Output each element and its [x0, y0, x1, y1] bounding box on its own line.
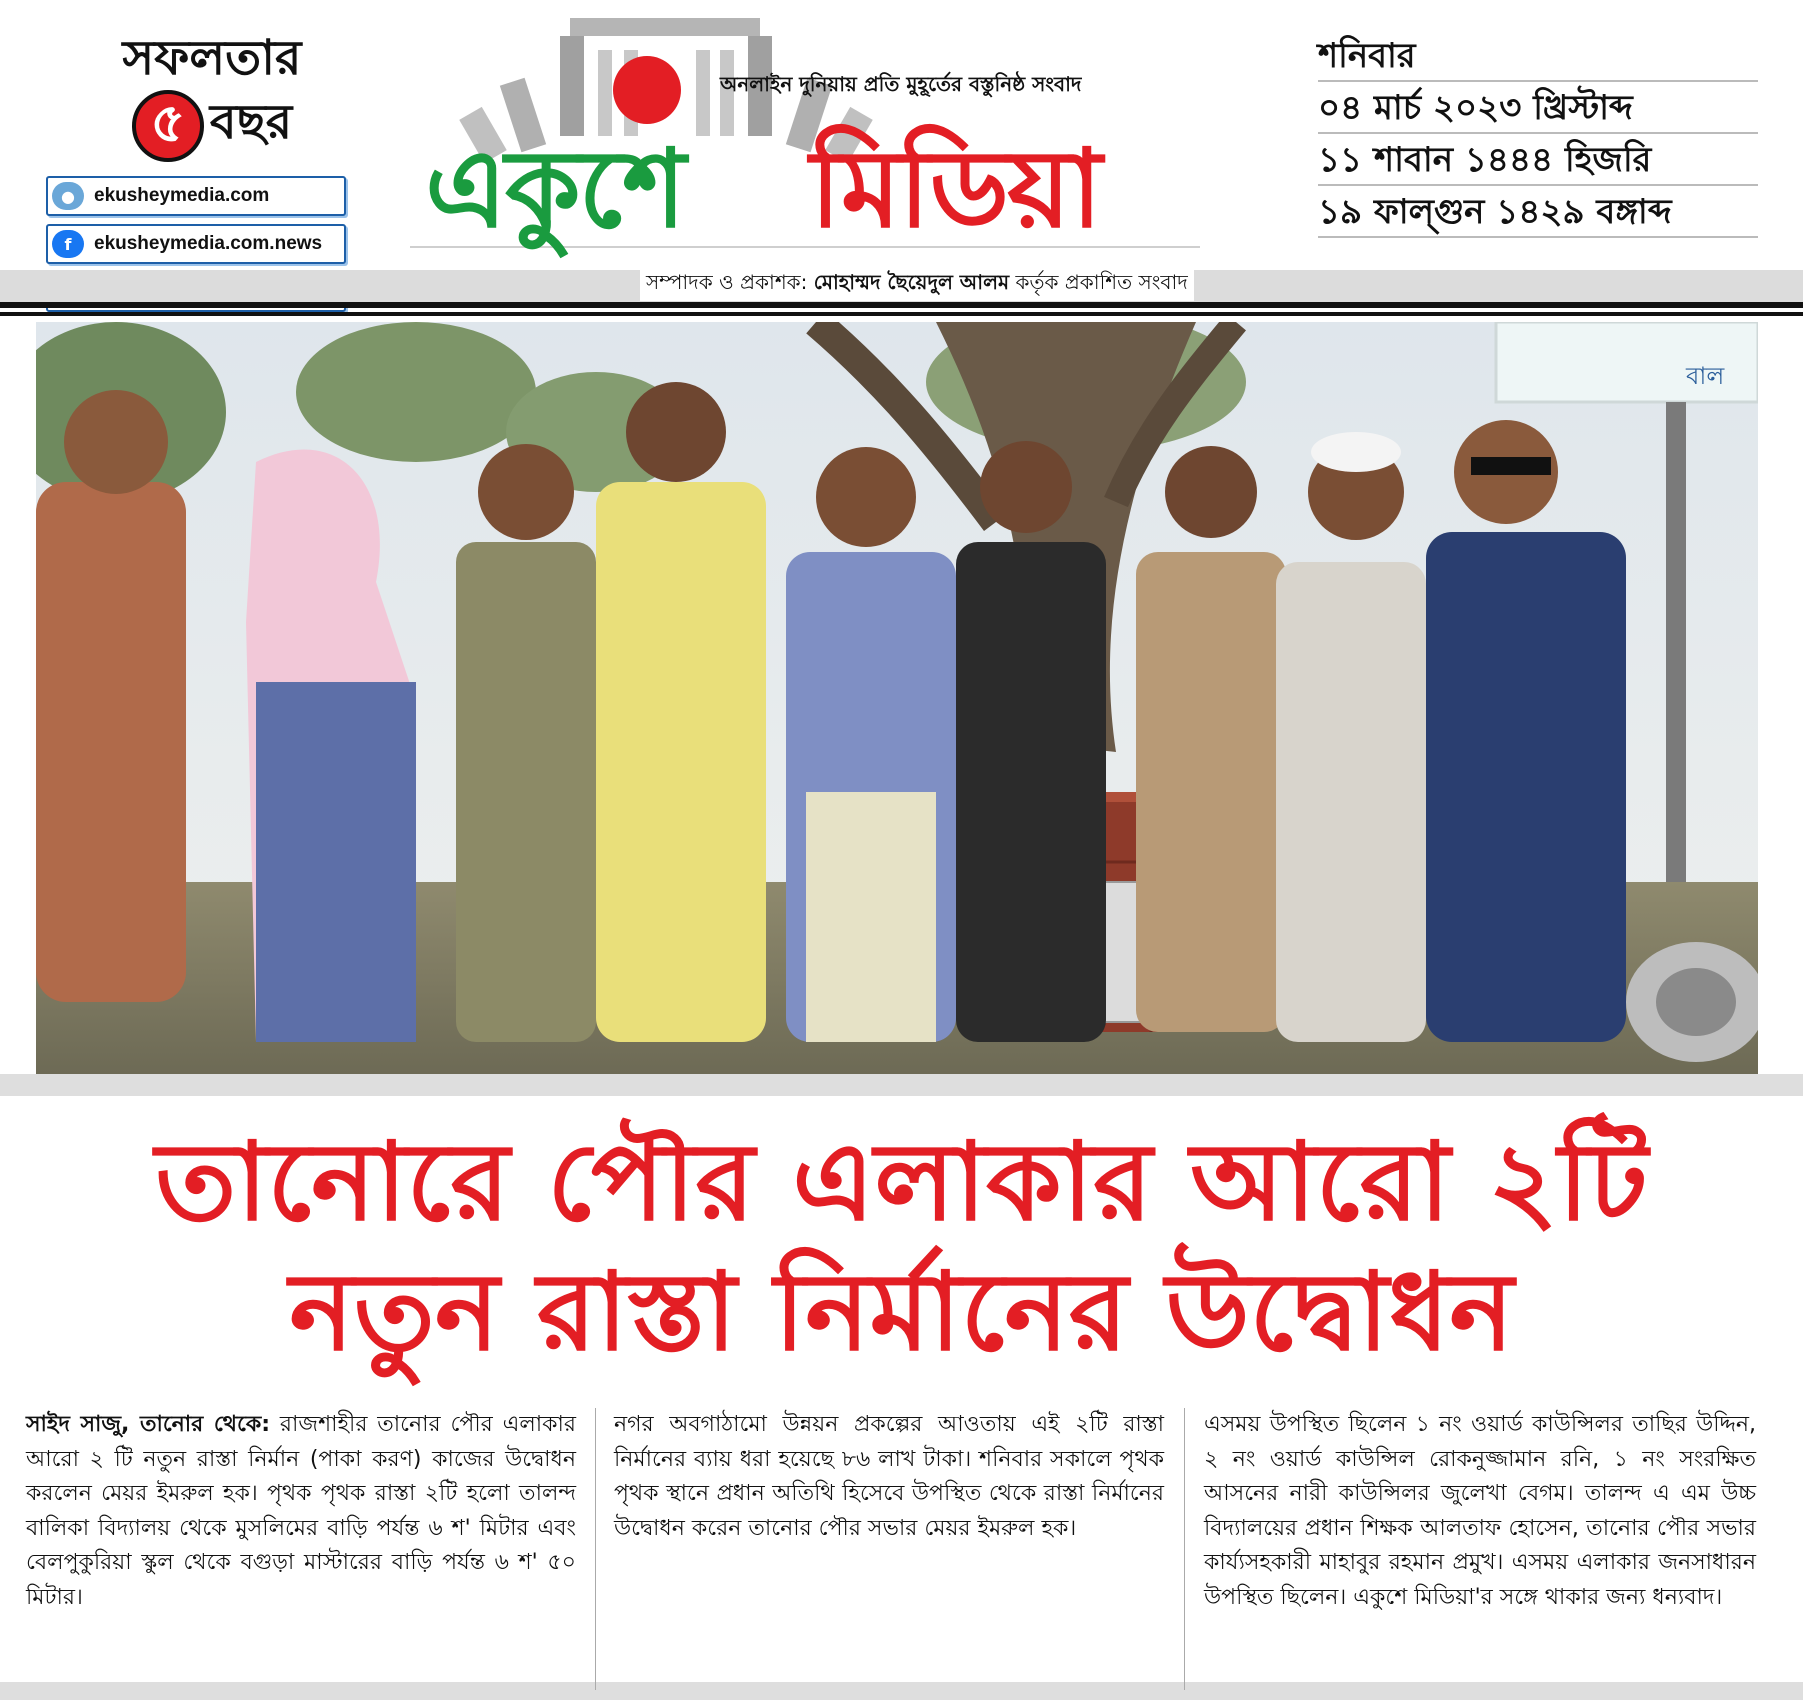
badge-years-row [92, 86, 332, 165]
people-group [36, 382, 1626, 1042]
photo-bottom-band [0, 1074, 1803, 1096]
hijri-date: ১১ শাবান ১৪৪৪ হিজরি [1318, 138, 1758, 186]
article-column-1 [26, 1408, 576, 1615]
badge-word: বছর [209, 94, 293, 150]
logo-word-ekushey: একুশে [425, 127, 685, 252]
group-prayer-photo [36, 322, 1758, 1074]
logo-word-media: মিডিয়া [810, 127, 1101, 252]
website-text: ekusheymedia.com [94, 185, 270, 206]
header-rule-thin [0, 312, 1803, 316]
column-divider [595, 1408, 596, 1690]
facebook-link[interactable] [46, 224, 346, 264]
badge-number-circle: ৫ [132, 90, 204, 162]
article-body [26, 1408, 1756, 1690]
headline-line-1: তানোরে পৌর এলাকার আরো ২টি [155, 1120, 1648, 1245]
header-rule-thick [0, 302, 1803, 308]
news-photo [36, 322, 1758, 1074]
date-block [1318, 34, 1758, 242]
weekday: শনিবার [1318, 34, 1758, 82]
editor-publisher-line [640, 268, 1194, 301]
website-link[interactable] [46, 176, 346, 216]
editor-suffix: কর্তৃক প্রকাশিত সংবাদ [1015, 270, 1188, 294]
editor-name: মোহাম্মদ ছৈয়েদুল আলম [813, 270, 1010, 294]
bangla-date: ১৯ ফাল্গুন ১৪২৯ বঙ্গাব্দ [1318, 190, 1758, 238]
web-logo-icon: ● [52, 182, 84, 210]
headline [0, 1118, 1803, 1378]
article-column-3: এসময় উপস্থিত ছিলেন ১ নং ওয়ার্ড কাউন্সিলর তাছির উদ্দিন, ২ নং ওয়ার্ড কাউন্সিল রোকনুজ্জামান রনি, ১ নং সংরক্ষিত আসনের নারী কাউন্সিলর জুলেখা বেগম। তালন্দ এ এম উচ্চ বিদ্যালয়ের প্রধান শিক্ষক আলতাফ হোসেন, তানোর পৌর সভার কার্য্যসহকারী মাহাবুর রহমান প্রমুখ। এসময় এলাকার জনসাধারন উপস্থিত ছিলেন। একুশে মিডিয়া'র সঙ্গে থাকার জন্য ধন্যবাদ। [1204, 1412, 1756, 1610]
gregorian-date: ০৪ মার্চ ২০২৩ খ্রিস্টাব্দ [1318, 86, 1758, 134]
article-byline: সাইদ সাজু, তানোর থেকে: [26, 1412, 271, 1437]
headline-line-2: নতুন রাস্তা নির্মানের উদ্বোধন [289, 1250, 1514, 1375]
editor-prefix: সম্পাদক ও প্রকাশক: [646, 270, 808, 294]
article-column-2: নগর অবগাঠামো উন্নয়ন প্রকল্পের আওতায় এই ২টি রাস্তা নির্মানের ব্যায় ধরা হয়েছে ৮৬ লাখ টাকা। শনিবার সকালে পৃথক পৃথক স্থানে প্রধান অতিথি হিসেবে উপস্থিত থেকে রাস্তা নির্মানের উদ্বোধন করেন তানোর পৌর সভার মেয়র ইমরুল হক। [614, 1412, 1164, 1541]
anniversary-badge [92, 30, 332, 165]
badge-title: সফলতার [122, 30, 302, 86]
sign-board-text: বাল [1686, 362, 1725, 390]
tagline: অনলাইন দুনিয়ায় প্রতি মুহূর্তের বস্তুনিষ্ঠ সংবাদ [720, 72, 1082, 96]
column-divider [1184, 1408, 1185, 1690]
masthead-logo [410, 10, 1200, 270]
article-column-1-text: রাজশাহীর তানোর পৌর এলাকার আরো ২ টি নতুন রাস্তা নির্মান (পাকা করণ) কাজের উদ্বোধন করলেন মেয়র ইমরুল হক। পৃথক পৃথক রাস্তা ২টি হলো তালন্দ বালিকা বিদ্যালয় থেকে মুসলিমের বাড়ি পর্যন্ত ৬ শ' মিটার এবং বেলপুকুরিয়া স্কুল থেকে বগুড়া মাস্টারের বাড়ি পর্যন্ত ৬ শ' ৫০ মিটার। [26, 1412, 577, 1610]
facebook-icon: f [52, 230, 84, 258]
facebook-text: ekusheymedia.com.news [94, 233, 323, 254]
